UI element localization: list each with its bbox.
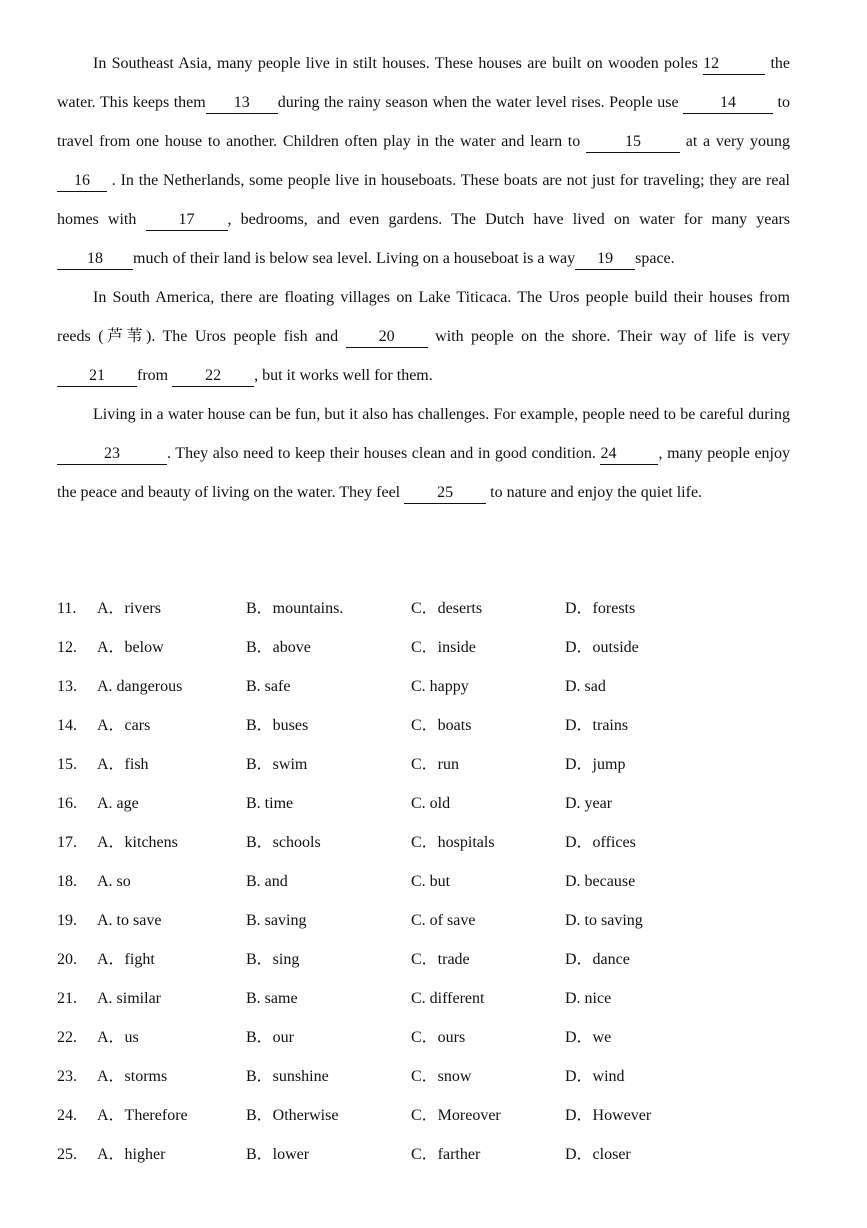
question-number: 13. xyxy=(57,678,77,695)
question-row-25 xyxy=(57,1135,797,1174)
passage-text: . They also need to keep their houses clean and in good condition. xyxy=(167,445,601,462)
question-row-12 xyxy=(57,628,797,667)
question-number: 21. xyxy=(57,990,77,1007)
question-row-17 xyxy=(57,823,797,862)
option-a: A．below xyxy=(97,639,164,656)
option-c: C．Moreover xyxy=(411,1107,501,1124)
paragraph-2 xyxy=(57,278,790,395)
option-c: C．boats xyxy=(411,717,472,734)
passage-text: from xyxy=(137,367,173,384)
option-b: B．schools xyxy=(246,834,321,851)
option-d: D．jump xyxy=(565,756,626,773)
blank-21: 21 xyxy=(57,366,137,387)
option-b: B．lower xyxy=(246,1146,310,1163)
option-a: A. so xyxy=(97,873,131,890)
option-c: C. happy xyxy=(411,678,469,695)
answer-options xyxy=(57,589,797,1174)
passage-text: , many people enjoy the peace and beauty of living on the water. They feel xyxy=(57,445,790,501)
option-c: C. old xyxy=(411,795,451,812)
option-d: D．forests xyxy=(565,600,636,617)
question-row-15 xyxy=(57,745,797,784)
blank-16: 16 xyxy=(57,171,107,192)
question-number: 11. xyxy=(57,600,77,617)
option-a: A．us xyxy=(97,1029,139,1046)
option-a: A．Therefore xyxy=(97,1107,188,1124)
option-b: B．mountains. xyxy=(246,600,344,617)
passage-text: , but it works well for them. xyxy=(254,367,433,384)
passage-text: to nature and enjoy the quiet life. xyxy=(486,484,703,501)
paragraph-1 xyxy=(57,44,790,278)
question-number: 17. xyxy=(57,834,77,851)
question-number: 18. xyxy=(57,873,77,890)
option-b: B．buses xyxy=(246,717,309,734)
question-number: 19. xyxy=(57,912,77,929)
option-d: D．we xyxy=(565,1029,612,1046)
option-b: B．above xyxy=(246,639,311,656)
option-b: B．Otherwise xyxy=(246,1107,339,1124)
option-d: D．However xyxy=(565,1107,652,1124)
option-a: A．rivers xyxy=(97,600,161,617)
question-row-13 xyxy=(57,667,797,706)
option-b: B. time xyxy=(246,795,294,812)
option-b: B．swim xyxy=(246,756,308,773)
question-row-24 xyxy=(57,1096,797,1135)
blank-20: 20 xyxy=(346,327,428,348)
passage-text: the water. This keeps them xyxy=(57,55,791,111)
option-a: A．cars xyxy=(97,717,151,734)
option-d: D. year xyxy=(565,795,613,812)
question-row-14 xyxy=(57,706,797,745)
passage-text: In Southeast Asia, many people live in stilt houses. These houses are built on wooden poles xyxy=(93,55,704,72)
option-b: B．sunshine xyxy=(246,1068,329,1085)
blank-23: 23 xyxy=(57,444,167,465)
reading-passage xyxy=(57,44,790,512)
question-row-22 xyxy=(57,1018,797,1057)
option-b: B. and xyxy=(246,873,288,890)
option-a: A. dangerous xyxy=(97,678,183,695)
blank-17: 17 xyxy=(146,210,228,231)
question-row-16 xyxy=(57,784,797,823)
question-row-23 xyxy=(57,1057,797,1096)
passage-text: with people on the shore. Their way of life is very xyxy=(427,328,790,345)
question-row-18 xyxy=(57,862,797,901)
option-d: D．offices xyxy=(565,834,636,851)
option-c: C．run xyxy=(411,756,460,773)
option-b: B．our xyxy=(246,1029,295,1046)
blank-18: 18 xyxy=(57,249,133,270)
passage-text: at a very young xyxy=(679,133,791,150)
option-d: D．outside xyxy=(565,639,639,656)
question-number: 23. xyxy=(57,1068,77,1085)
question-row-19 xyxy=(57,901,797,940)
option-d: D. to saving xyxy=(565,912,643,929)
option-c: C．trade xyxy=(411,951,470,968)
passage-text: much of their land is below sea level. Living on a houseboat is a way xyxy=(133,250,576,267)
question-row-21 xyxy=(57,979,797,1018)
option-a: A．fish xyxy=(97,756,149,773)
option-c: C．deserts xyxy=(411,600,483,617)
paragraph-3 xyxy=(57,395,790,512)
question-number: 15. xyxy=(57,756,77,773)
option-b: B. saving xyxy=(246,912,307,929)
question-number: 14. xyxy=(57,717,77,734)
question-row-11 xyxy=(57,589,797,628)
passage-text: space. xyxy=(635,250,675,267)
option-d: D．wind xyxy=(565,1068,625,1085)
passage-text: during the rainy season when the water level rises. People use xyxy=(277,94,684,111)
option-a: A. similar xyxy=(97,990,161,1007)
option-a: A．kitchens xyxy=(97,834,178,851)
passage-text: . In the Netherlands, some people live in houseboats. These boats are not just for traveling; they are real homes with xyxy=(57,172,790,228)
blank-24: 24 xyxy=(600,444,658,465)
blank-12: 12 xyxy=(703,54,765,75)
option-c: C．snow xyxy=(411,1068,472,1085)
question-number: 16. xyxy=(57,795,77,812)
question-number: 25. xyxy=(57,1146,77,1163)
question-number: 22. xyxy=(57,1029,77,1046)
option-d: D．trains xyxy=(565,717,629,734)
question-row-20 xyxy=(57,940,797,979)
option-b: B．sing xyxy=(246,951,300,968)
option-d: D．dance xyxy=(565,951,630,968)
option-a: A．higher xyxy=(97,1146,166,1163)
passage-text: to travel from one house to another. Children often play in the water and learn to xyxy=(57,94,790,150)
option-c: C. different xyxy=(411,990,485,1007)
option-c: C. of save xyxy=(411,912,476,929)
option-c: C．ours xyxy=(411,1029,466,1046)
question-number: 20. xyxy=(57,951,77,968)
option-c: C. but xyxy=(411,873,451,890)
passage-text: Living in a water house can be fun, but it also has challenges. For example, people need to be careful during xyxy=(93,406,790,423)
question-number: 12. xyxy=(57,639,77,656)
option-c: C．inside xyxy=(411,639,476,656)
option-d: D. sad xyxy=(565,678,606,695)
blank-22: 22 xyxy=(172,366,254,387)
option-a: A．storms xyxy=(97,1068,168,1085)
passage-text: , bedrooms, and even gardens. The Dutch have lived on water for many years xyxy=(227,211,791,228)
blank-14: 14 xyxy=(683,93,773,114)
option-d: D．closer xyxy=(565,1146,631,1163)
blank-15: 15 xyxy=(586,132,680,153)
option-d: D. nice xyxy=(565,990,612,1007)
option-b: B. safe xyxy=(246,678,291,695)
option-c: C．hospitals xyxy=(411,834,495,851)
blank-13: 13 xyxy=(206,93,278,114)
option-a: A．fight xyxy=(97,951,155,968)
passage-text: In South America, there are floating villages on Lake Titicaca. The Uros people build their houses from reeds (芦苇). The Uros people fish and xyxy=(57,289,790,345)
blank-25: 25 xyxy=(404,483,486,504)
option-c: C．farther xyxy=(411,1146,481,1163)
blank-19: 19 xyxy=(575,249,635,270)
question-number: 24. xyxy=(57,1107,77,1124)
option-b: B. same xyxy=(246,990,298,1007)
option-a: A. age xyxy=(97,795,139,812)
option-a: A. to save xyxy=(97,912,162,929)
option-d: D. because xyxy=(565,873,636,890)
